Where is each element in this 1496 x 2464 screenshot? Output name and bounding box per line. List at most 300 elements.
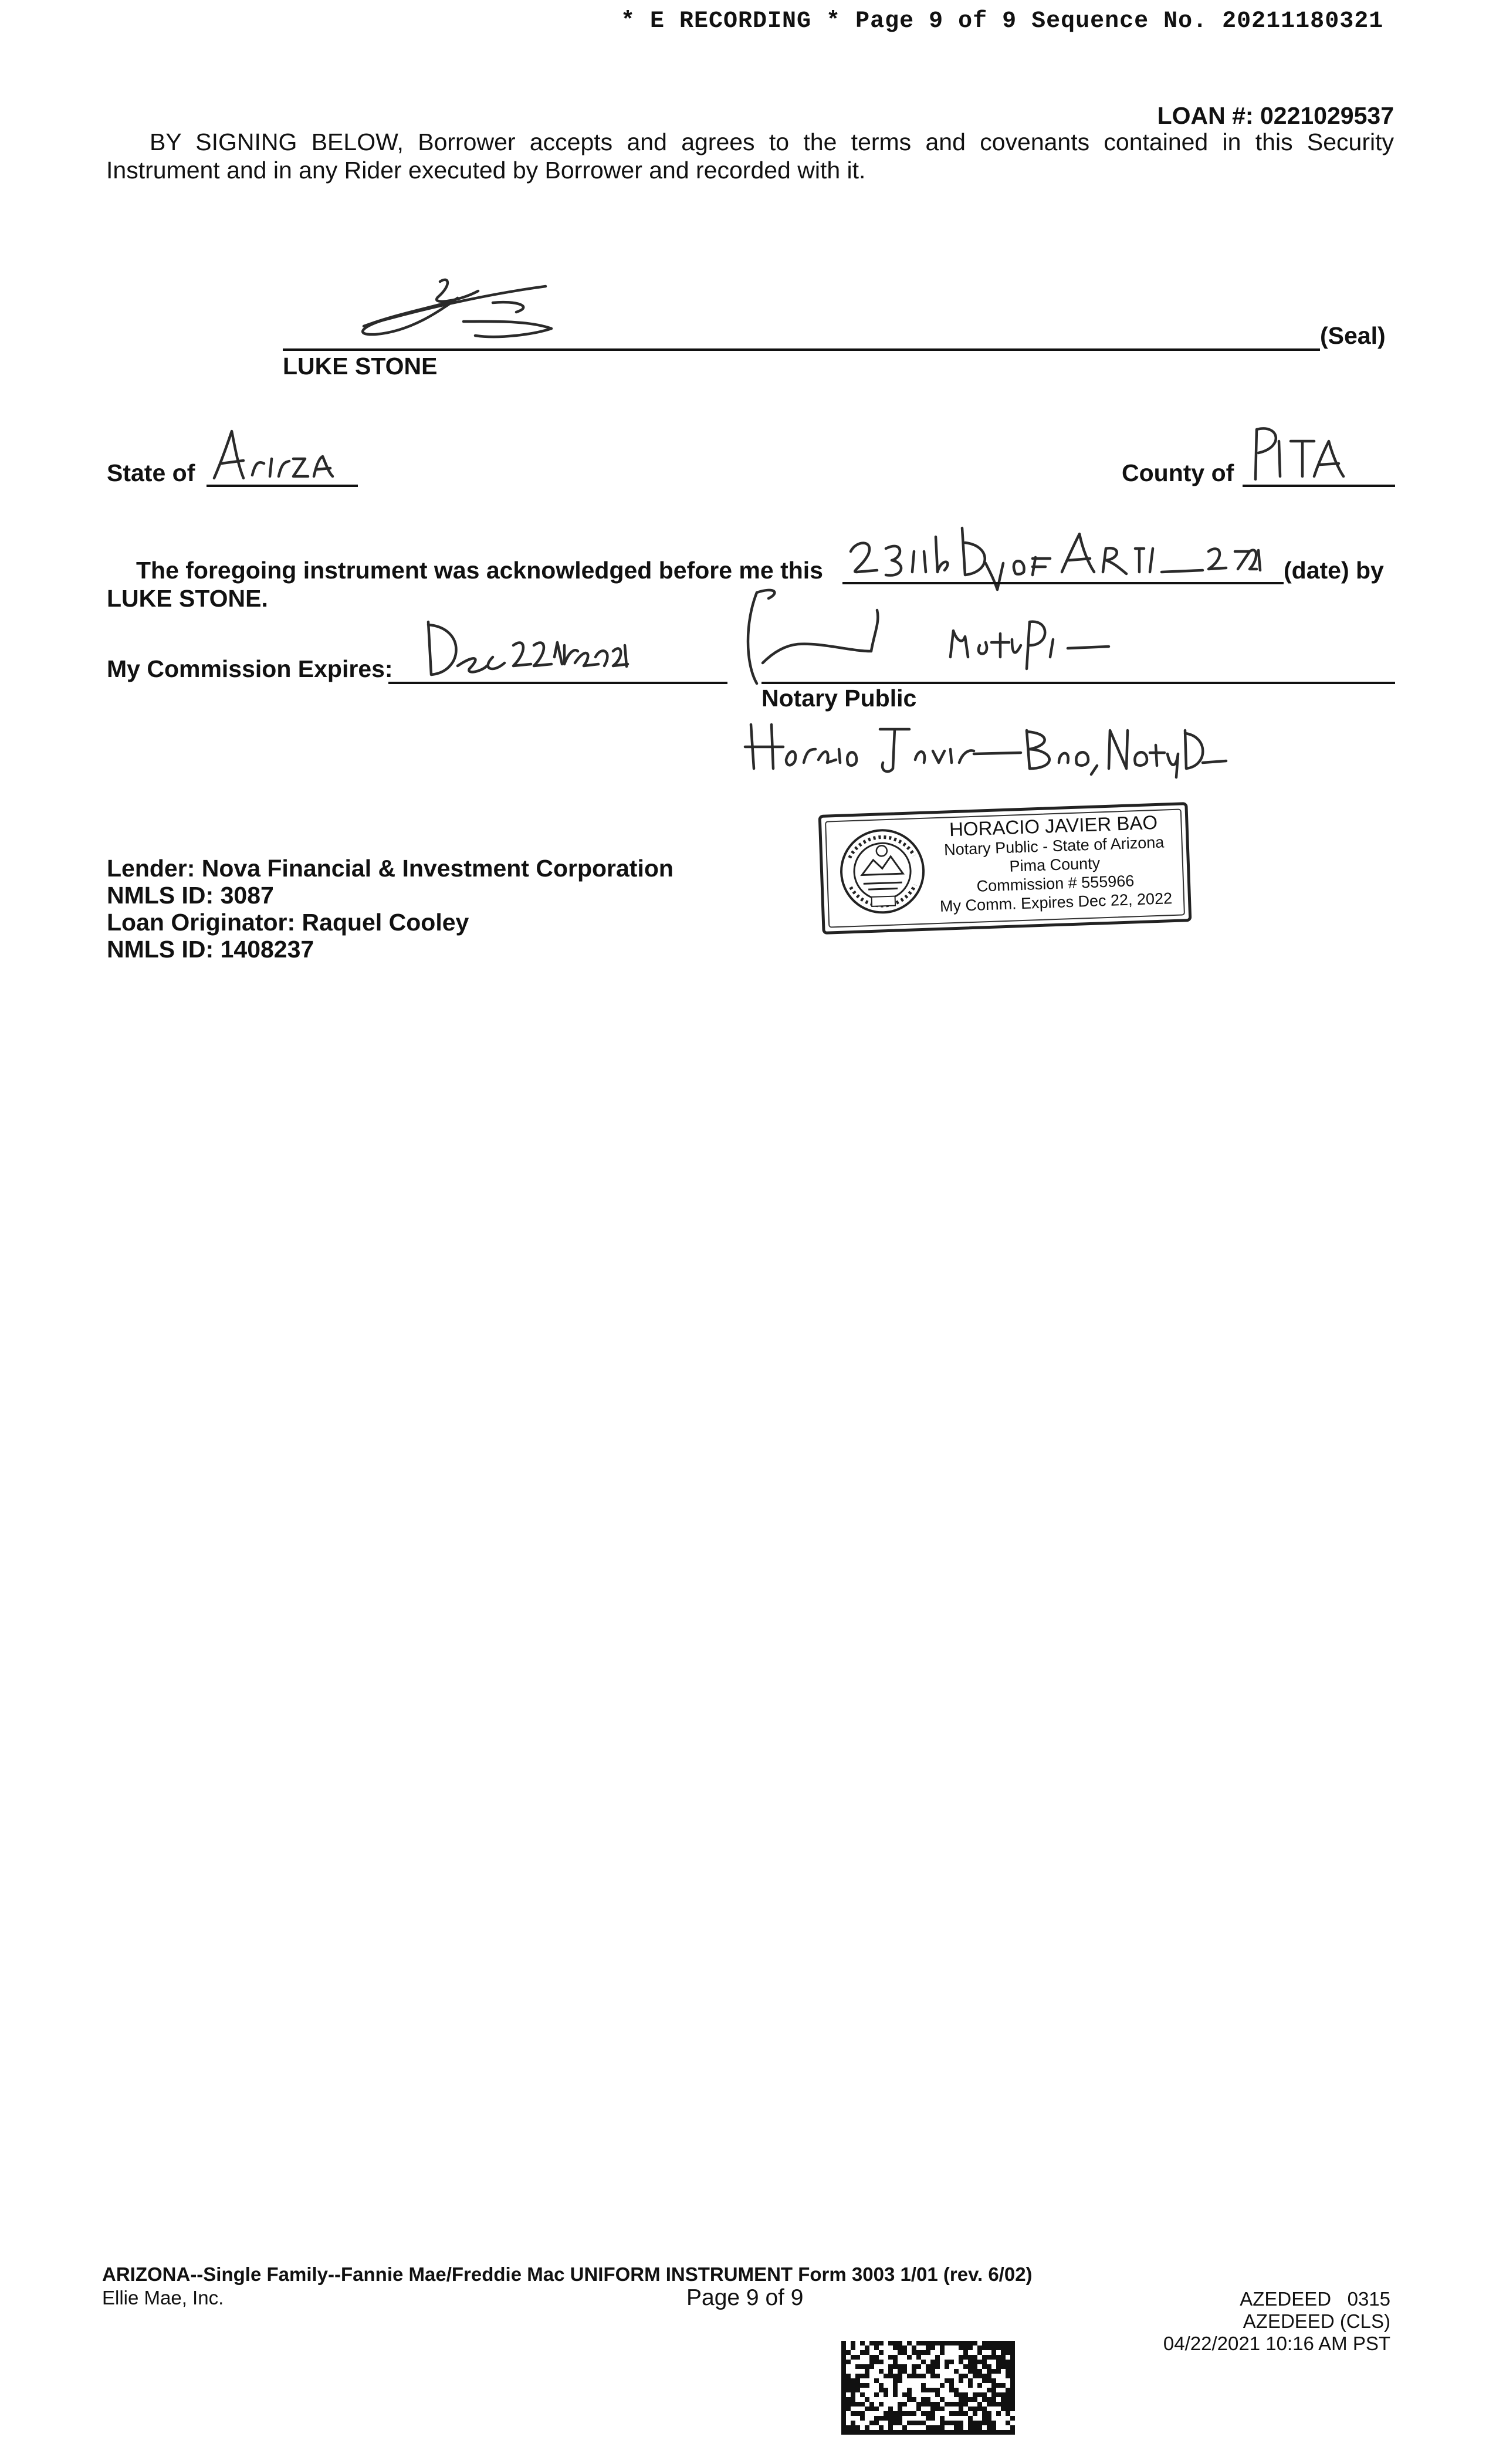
barcode-cell <box>996 2345 1001 2350</box>
barcode-cell <box>841 2364 846 2369</box>
barcode-cell <box>1010 2397 1015 2402</box>
barcode-cell <box>902 2402 907 2407</box>
state-line <box>207 485 358 487</box>
barcode-cell <box>987 2388 991 2392</box>
barcode-cell <box>982 2430 987 2435</box>
barcode-cell <box>860 2416 865 2421</box>
barcode-cell <box>1010 2425 1015 2430</box>
barcode-cell <box>935 2341 940 2345</box>
barcode-cell <box>916 2374 921 2378</box>
barcode-cell <box>893 2355 898 2360</box>
barcode-cell <box>940 2430 945 2435</box>
barcode-cell <box>884 2374 888 2378</box>
barcode-cell <box>926 2397 930 2402</box>
barcode-cell <box>968 2421 973 2425</box>
barcode-cell <box>898 2411 902 2416</box>
barcode-cell <box>991 2388 996 2392</box>
barcode-cell <box>930 2341 935 2345</box>
barcode-cell <box>1010 2392 1015 2397</box>
barcode-cell <box>855 2355 860 2360</box>
barcode-cell <box>935 2360 940 2364</box>
barcode-cell <box>916 2341 921 2345</box>
barcode-cell <box>968 2397 973 2402</box>
barcode-cell <box>977 2369 982 2374</box>
barcode-cell <box>991 2378 996 2383</box>
barcode-cell <box>1010 2364 1015 2369</box>
barcode-cell <box>921 2350 926 2355</box>
barcode-cell <box>860 2374 865 2378</box>
barcode-cell <box>898 2407 902 2411</box>
barcode-cell <box>1006 2374 1010 2378</box>
barcode-cell <box>841 2374 846 2378</box>
barcode-cell <box>860 2364 865 2369</box>
barcode-cell <box>912 2411 916 2416</box>
barcode-cell <box>879 2383 884 2388</box>
barcode-cell <box>991 2369 996 2374</box>
barcode-cell <box>996 2402 1001 2407</box>
barcode-cell <box>1001 2430 1006 2435</box>
barcode-cell <box>921 2360 926 2364</box>
barcode-cell <box>977 2345 982 2350</box>
barcode-cell <box>987 2364 991 2369</box>
barcode-cell <box>926 2411 930 2416</box>
barcode-cell <box>954 2341 959 2345</box>
barcode-cell <box>996 2411 1001 2416</box>
barcode-cell <box>841 2369 846 2374</box>
barcode-cell <box>945 2421 949 2425</box>
barcode-cell <box>898 2364 902 2369</box>
barcode-cell <box>935 2374 940 2378</box>
barcode-cell <box>968 2378 973 2383</box>
barcode-cell <box>916 2407 921 2411</box>
barcode-cell <box>893 2392 898 2397</box>
barcode-cell <box>959 2392 963 2397</box>
barcode-cell <box>860 2430 865 2435</box>
stamp-commission: Commission # 555966 <box>976 872 1135 895</box>
barcode-cell <box>846 2388 851 2392</box>
county-line <box>1243 485 1395 487</box>
barcode-cell <box>949 2421 954 2425</box>
barcode-cell <box>851 2383 855 2388</box>
barcode-cell <box>959 2374 963 2378</box>
barcode-cell <box>916 2430 921 2435</box>
barcode-cell <box>907 2421 912 2425</box>
barcode-cell <box>982 2360 987 2364</box>
barcode-cell <box>1010 2416 1015 2421</box>
barcode-cell <box>949 2360 954 2364</box>
barcode-cell <box>888 2407 893 2411</box>
barcode-cell <box>869 2360 874 2364</box>
barcode-cell <box>1001 2355 1006 2360</box>
barcode-cell <box>926 2402 930 2407</box>
barcode-cell <box>959 2355 963 2360</box>
barcode-cell <box>874 2360 879 2364</box>
barcode-cell <box>940 2425 945 2430</box>
barcode-cell <box>949 2378 954 2383</box>
barcode-cell <box>991 2345 996 2350</box>
acknowledgment-text: The foregoing instrument was acknowledged before me this <box>136 557 823 584</box>
barcode-cell <box>949 2383 954 2388</box>
barcode-cell <box>898 2369 902 2374</box>
barcode-cell <box>874 2430 879 2435</box>
barcode-cell <box>1010 2345 1015 2350</box>
barcode-cell <box>841 2345 846 2350</box>
barcode-cell <box>973 2364 977 2369</box>
barcode-cell <box>1001 2402 1006 2407</box>
barcode-cell <box>846 2350 851 2355</box>
barcode-cell <box>884 2430 888 2435</box>
barcode-cell <box>973 2425 977 2430</box>
originator-nmls: NMLS ID: 1408237 <box>107 936 314 963</box>
barcode-cell <box>916 2402 921 2407</box>
barcode-cell <box>1010 2341 1015 2345</box>
barcode-cell <box>954 2411 959 2416</box>
barcode-cell <box>865 2374 869 2378</box>
barcode-cell <box>935 2425 940 2430</box>
barcode-cell <box>902 2425 907 2430</box>
barcode-cell <box>907 2374 912 2378</box>
barcode-cell <box>949 2341 954 2345</box>
borrower-signature-line <box>283 348 1320 351</box>
barcode-cell <box>935 2392 940 2397</box>
barcode-cell <box>987 2416 991 2421</box>
barcode-cell <box>926 2416 930 2421</box>
barcode-cell <box>893 2430 898 2435</box>
barcode-cell <box>963 2402 968 2407</box>
barcode-cell <box>846 2425 851 2430</box>
barcode-cell <box>869 2421 874 2425</box>
barcode-cell <box>959 2421 963 2425</box>
barcode-cell <box>973 2421 977 2425</box>
barcode-cell <box>959 2345 963 2350</box>
barcode-cell <box>982 2364 987 2369</box>
notary-public-label: Notary Public <box>761 685 917 712</box>
barcode-cell <box>907 2397 912 2402</box>
barcode-cell <box>874 2421 879 2425</box>
barcode-cell <box>949 2430 954 2435</box>
barcode-cell <box>846 2402 851 2407</box>
notary-signature <box>733 575 1156 692</box>
barcode-cell <box>930 2360 935 2364</box>
barcode-cell <box>996 2360 1001 2364</box>
barcode-cell <box>855 2374 860 2378</box>
barcode-cell <box>954 2430 959 2435</box>
barcode-cell <box>1010 2430 1015 2435</box>
barcode-cell <box>963 2341 968 2345</box>
barcode-cell <box>977 2350 982 2355</box>
barcode-cell <box>912 2374 916 2378</box>
barcode-cell <box>888 2421 893 2425</box>
barcode-cell <box>954 2392 959 2397</box>
barcode-cell <box>884 2416 888 2421</box>
barcode-cell <box>973 2369 977 2374</box>
barcode-cell <box>930 2430 935 2435</box>
barcode-cell <box>893 2364 898 2369</box>
barcode-cell <box>898 2374 902 2378</box>
barcode-cell <box>841 2402 846 2407</box>
barcode-cell <box>846 2430 851 2435</box>
barcode-cell <box>851 2397 855 2402</box>
barcode-cell <box>851 2430 855 2435</box>
barcode-cell <box>1006 2411 1010 2416</box>
barcode-cell <box>902 2392 907 2397</box>
barcode-cell <box>996 2392 1001 2397</box>
barcode-cell <box>977 2392 982 2397</box>
stamp-expires: My Comm. Expires Dec 22, 2022 <box>939 889 1173 915</box>
barcode-cell <box>888 2430 893 2435</box>
barcode-cell <box>846 2407 851 2411</box>
barcode-cell <box>935 2364 940 2369</box>
barcode-cell <box>893 2411 898 2416</box>
barcode-cell <box>921 2388 926 2392</box>
barcode-cell <box>851 2345 855 2350</box>
barcode-cell <box>954 2369 959 2374</box>
loan-number: LOAN #: 0221029537 <box>1157 102 1394 129</box>
barcode-cell <box>926 2369 930 2374</box>
barcode-cell <box>869 2430 874 2435</box>
barcode-cell <box>959 2378 963 2383</box>
barcode-cell <box>855 2383 860 2388</box>
barcode-cell <box>898 2421 902 2425</box>
barcode-cell <box>898 2402 902 2407</box>
barcode-cell <box>973 2430 977 2435</box>
barcode-cell <box>973 2397 977 2402</box>
barcode-cell <box>926 2364 930 2369</box>
barcode-cell <box>991 2350 996 2355</box>
recording-header: * E RECORDING * Page 9 of 9 Sequence No. 20211180321 <box>621 8 1384 35</box>
barcode-cell <box>898 2416 902 2421</box>
loan-originator: Loan Originator: Raquel Cooley <box>107 909 469 936</box>
barcode-cell <box>959 2341 963 2345</box>
barcode-cell <box>987 2355 991 2360</box>
barcode-cell <box>973 2411 977 2416</box>
barcode-cell <box>930 2402 935 2407</box>
barcode-cell <box>926 2388 930 2392</box>
barcode-cell <box>1010 2355 1015 2360</box>
barcode-cell <box>902 2364 907 2369</box>
barcode-cell <box>893 2378 898 2383</box>
barcode-cell <box>907 2411 912 2416</box>
barcode-cell <box>884 2411 888 2416</box>
barcode-cell <box>874 2416 879 2421</box>
barcode-cell <box>991 2341 996 2345</box>
barcode-cell <box>977 2402 982 2407</box>
barcode-cell <box>879 2369 884 2374</box>
barcode-cell <box>855 2425 860 2430</box>
lender-nmls: NMLS ID: 3087 <box>107 882 274 909</box>
footer-vendor: Ellie Mae, Inc. <box>102 2287 224 2309</box>
barcode-cell <box>977 2421 982 2425</box>
barcode-cell <box>930 2425 935 2430</box>
barcode-cell <box>991 2430 996 2435</box>
barcode-cell <box>879 2341 884 2345</box>
barcode-cell <box>968 2360 973 2364</box>
barcode-cell <box>1001 2364 1006 2369</box>
barcode-cell <box>921 2341 926 2345</box>
barcode-cell <box>930 2388 935 2392</box>
barcode-cell <box>860 2383 865 2388</box>
barcode-cell <box>926 2350 930 2355</box>
barcode-cell <box>973 2355 977 2360</box>
barcode-cell <box>926 2425 930 2430</box>
barcode-cell <box>846 2397 851 2402</box>
barcode-cell <box>902 2430 907 2435</box>
barcode-cell <box>930 2407 935 2411</box>
barcode-cell <box>926 2430 930 2435</box>
barcode-cell <box>963 2345 968 2350</box>
barcode-cell <box>935 2402 940 2407</box>
barcode-cell <box>977 2430 982 2435</box>
barcode-cell <box>898 2341 902 2345</box>
barcode-cell <box>851 2421 855 2425</box>
barcode-cell <box>940 2341 945 2345</box>
barcode-cell <box>963 2430 968 2435</box>
barcode-cell <box>888 2364 893 2369</box>
barcode-cell <box>977 2374 982 2378</box>
barcode-cell <box>902 2350 907 2355</box>
barcode-cell <box>968 2425 973 2430</box>
barcode-cell <box>1010 2402 1015 2407</box>
barcode-cell <box>1006 2360 1010 2364</box>
barcode-cell <box>996 2341 1001 2345</box>
barcode-cell <box>987 2411 991 2416</box>
barcode-cell <box>888 2355 893 2360</box>
barcode-cell <box>926 2345 930 2350</box>
barcode-cell <box>1010 2369 1015 2374</box>
barcode-cell <box>959 2430 963 2435</box>
barcode-cell <box>930 2411 935 2416</box>
barcode-cell <box>973 2360 977 2364</box>
barcode-cell <box>846 2378 851 2383</box>
barcode-cell <box>851 2341 855 2345</box>
barcode-cell <box>1006 2430 1010 2435</box>
barcode-cell <box>893 2388 898 2392</box>
barcode-cell <box>930 2369 935 2374</box>
barcode-cell <box>855 2364 860 2369</box>
barcode-cell <box>841 2383 846 2388</box>
barcode-cell <box>916 2350 921 2355</box>
barcode-cell <box>860 2411 865 2416</box>
barcode-cell <box>893 2416 898 2421</box>
barcode-cell <box>865 2407 869 2411</box>
barcode-cell <box>991 2392 996 2397</box>
barcode-cell <box>987 2430 991 2435</box>
barcode-cell <box>879 2360 884 2364</box>
barcode-cell <box>1006 2364 1010 2369</box>
barcode-cell <box>968 2364 973 2369</box>
barcode-cell <box>869 2402 874 2407</box>
barcode-cell <box>921 2374 926 2378</box>
barcode-cell <box>987 2397 991 2402</box>
barcode-cell <box>982 2416 987 2421</box>
barcode-cell <box>987 2369 991 2374</box>
barcode-cell <box>930 2345 935 2350</box>
barcode-cell <box>935 2430 940 2435</box>
barcode-cell <box>841 2360 846 2364</box>
barcode-cell <box>860 2392 865 2397</box>
barcode-cell <box>874 2345 879 2350</box>
barcode-cell <box>841 2411 846 2416</box>
barcode-cell <box>996 2355 1001 2360</box>
barcode-cell <box>959 2402 963 2407</box>
barcode-cell <box>893 2421 898 2425</box>
barcode-cell <box>954 2388 959 2392</box>
barcode-cell <box>954 2421 959 2425</box>
barcode-cell <box>846 2360 851 2364</box>
barcode-cell <box>959 2425 963 2430</box>
commission-label: My Commission Expires: <box>107 655 393 682</box>
barcode-cell <box>935 2388 940 2392</box>
barcode-cell <box>907 2430 912 2435</box>
barcode-cell <box>841 2392 846 2397</box>
intro-line-2: Instrument and in any Rider executed by Borrower and recorded with it. <box>106 157 866 184</box>
barcode-cell <box>982 2407 987 2411</box>
barcode-cell <box>987 2341 991 2345</box>
barcode-cell <box>973 2392 977 2397</box>
stamp-county: Pima County <box>1009 854 1101 875</box>
state-label: State of <box>107 459 195 486</box>
barcode-cell <box>874 2355 879 2360</box>
barcode-cell <box>888 2411 893 2416</box>
barcode-cell <box>977 2360 982 2364</box>
barcode-cell <box>841 2430 846 2435</box>
barcode-cell <box>968 2416 973 2421</box>
barcode-cell <box>991 2402 996 2407</box>
barcode-cell <box>907 2392 912 2397</box>
barcode-cell <box>912 2430 916 2435</box>
barcode-cell <box>916 2355 921 2360</box>
barcode-cell <box>841 2397 846 2402</box>
barcode-cell <box>996 2383 1001 2388</box>
barcode-cell <box>963 2350 968 2355</box>
barcode-cell <box>874 2378 879 2383</box>
barcode-cell <box>1010 2374 1015 2378</box>
barcode-cell <box>963 2374 968 2378</box>
seal-label: (Seal) <box>1320 322 1386 349</box>
barcode-cell <box>893 2341 898 2345</box>
barcode-cell <box>963 2411 968 2416</box>
barcode-cell <box>874 2341 879 2345</box>
barcode-cell <box>945 2360 949 2364</box>
barcode-cell <box>855 2378 860 2383</box>
barcode-cell <box>869 2341 874 2345</box>
notary-stamp <box>818 802 1192 935</box>
barcode-cell <box>1006 2345 1010 2350</box>
barcode-cell <box>879 2430 884 2435</box>
barcode-cell <box>963 2355 968 2360</box>
barcode-cell <box>893 2383 898 2388</box>
barcode-cell <box>1006 2397 1010 2402</box>
barcode-cell <box>902 2411 907 2416</box>
barcode-cell <box>841 2355 846 2360</box>
barcode-cell <box>898 2378 902 2383</box>
barcode-icon <box>840 2341 1016 2435</box>
barcode-cell <box>1001 2350 1006 2355</box>
barcode-cell <box>945 2378 949 2383</box>
intro-line-1: BY SIGNING BELOW, Borrower accepts and agrees to the terms and covenants contained in this Security <box>150 128 1394 155</box>
barcode-cell <box>841 2388 846 2392</box>
barcode-cell <box>982 2345 987 2350</box>
barcode-cell <box>991 2421 996 2425</box>
barcode-cell <box>987 2378 991 2383</box>
commission-handwriting <box>411 610 634 686</box>
barcode-cell <box>982 2421 987 2425</box>
barcode-cell <box>1006 2369 1010 2374</box>
barcode-cell <box>963 2397 968 2402</box>
barcode-cell <box>912 2364 916 2369</box>
barcode-cell <box>851 2411 855 2416</box>
county-handwriting <box>1244 418 1361 488</box>
